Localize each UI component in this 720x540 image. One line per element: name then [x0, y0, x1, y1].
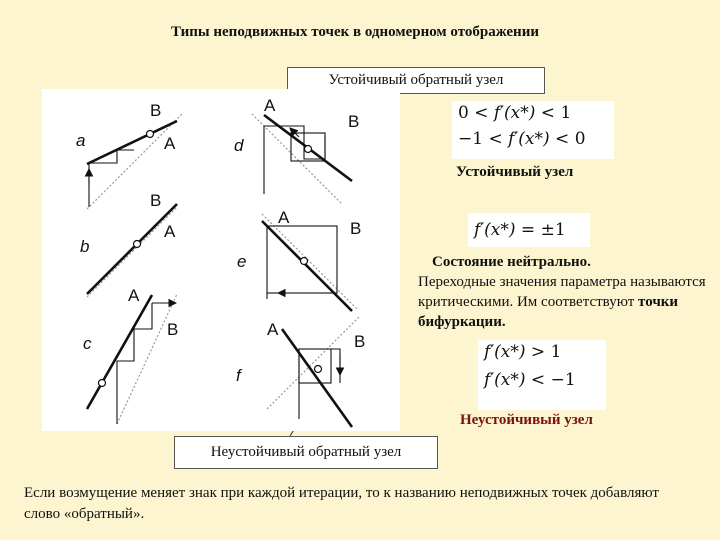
neutral-description	[418, 252, 714, 332]
neutral-lead: Состояние нейтрально.	[432, 254, 591, 270]
cobweb-path	[264, 126, 325, 194]
stable-node-formulas	[452, 101, 614, 159]
fixed-point	[301, 258, 308, 265]
unstable-node-formulas	[478, 340, 606, 410]
fixed-point	[147, 131, 154, 138]
stable-formula-negative: −1 < f′(x*) < 0	[458, 129, 586, 149]
bisector-line	[117, 294, 177, 424]
diagram-c	[83, 286, 178, 424]
point-a-label: A	[164, 134, 176, 153]
map-curve	[262, 221, 352, 311]
bisector-line	[87, 114, 182, 209]
fixed-point	[305, 146, 312, 153]
point-b-label: B	[167, 320, 179, 339]
footnote: Если возмущение меняет знак при каждой итерации, то к названию неподвижных точек добавляют слово «обратный».	[24, 485, 659, 522]
point-a-label: A	[264, 96, 276, 115]
point-b-label: B	[350, 219, 362, 238]
neutral-body: Переходные значения параметра называются критическими. Им соответствуют	[418, 274, 706, 310]
diagram-f	[236, 316, 365, 427]
stable-reverse-node-callout: Устойчивый обратный узел	[287, 67, 545, 94]
unstable-reverse-node-callout: Неустойчивый обратный узел	[174, 436, 438, 469]
bisector-line	[252, 114, 342, 204]
slide-title: Типы неподвижных точек в одномерном отображении	[171, 24, 539, 40]
point-a-label: A	[128, 286, 140, 305]
point-b-label: B	[354, 332, 366, 351]
map-curve	[87, 204, 177, 294]
panel-label: d	[234, 136, 244, 155]
diagram-a	[76, 101, 182, 209]
neutral-formula: f′(x*) = ±1	[468, 213, 590, 247]
panel-label: e	[237, 252, 247, 271]
map-curve	[87, 295, 152, 409]
diagram-d	[234, 96, 359, 204]
stable-formula-positive: 0 < f′(x*) < 1	[458, 103, 572, 123]
bifurcation-points-term: точки бифуркации.	[418, 294, 679, 330]
point-b-label: B	[150, 101, 162, 120]
panel-label: b	[80, 237, 90, 256]
fixed-point	[134, 241, 141, 248]
map-curve	[282, 329, 352, 427]
fixed-point-diagrams	[42, 89, 400, 431]
fixed-point	[99, 380, 106, 387]
panel-label: f	[236, 366, 241, 385]
bisector-line	[262, 214, 357, 309]
point-b-label: B	[150, 191, 162, 210]
point-a-label: A	[164, 222, 176, 241]
diagram-panel	[42, 89, 400, 431]
diagram-b	[80, 191, 177, 297]
unstable-node-label: Неустойчивый узел	[460, 412, 593, 428]
point-a-label: A	[267, 320, 279, 339]
diagram-e	[237, 208, 361, 311]
panel-label: c	[83, 334, 92, 353]
cobweb-box	[299, 349, 331, 383]
bisector-line	[267, 316, 360, 409]
point-b-label: B	[348, 112, 360, 131]
bisector-line	[87, 207, 177, 297]
panel-label: a	[76, 131, 86, 150]
point-a-label: A	[278, 208, 290, 227]
unstable-formula-positive: f′(x*) > 1	[484, 342, 562, 362]
cobweb-path	[117, 303, 152, 424]
unstable-formula-negative: f′(x*) < −1	[484, 370, 576, 390]
fixed-point	[315, 366, 322, 373]
stable-node-label: Устойчивый узел	[456, 164, 574, 180]
